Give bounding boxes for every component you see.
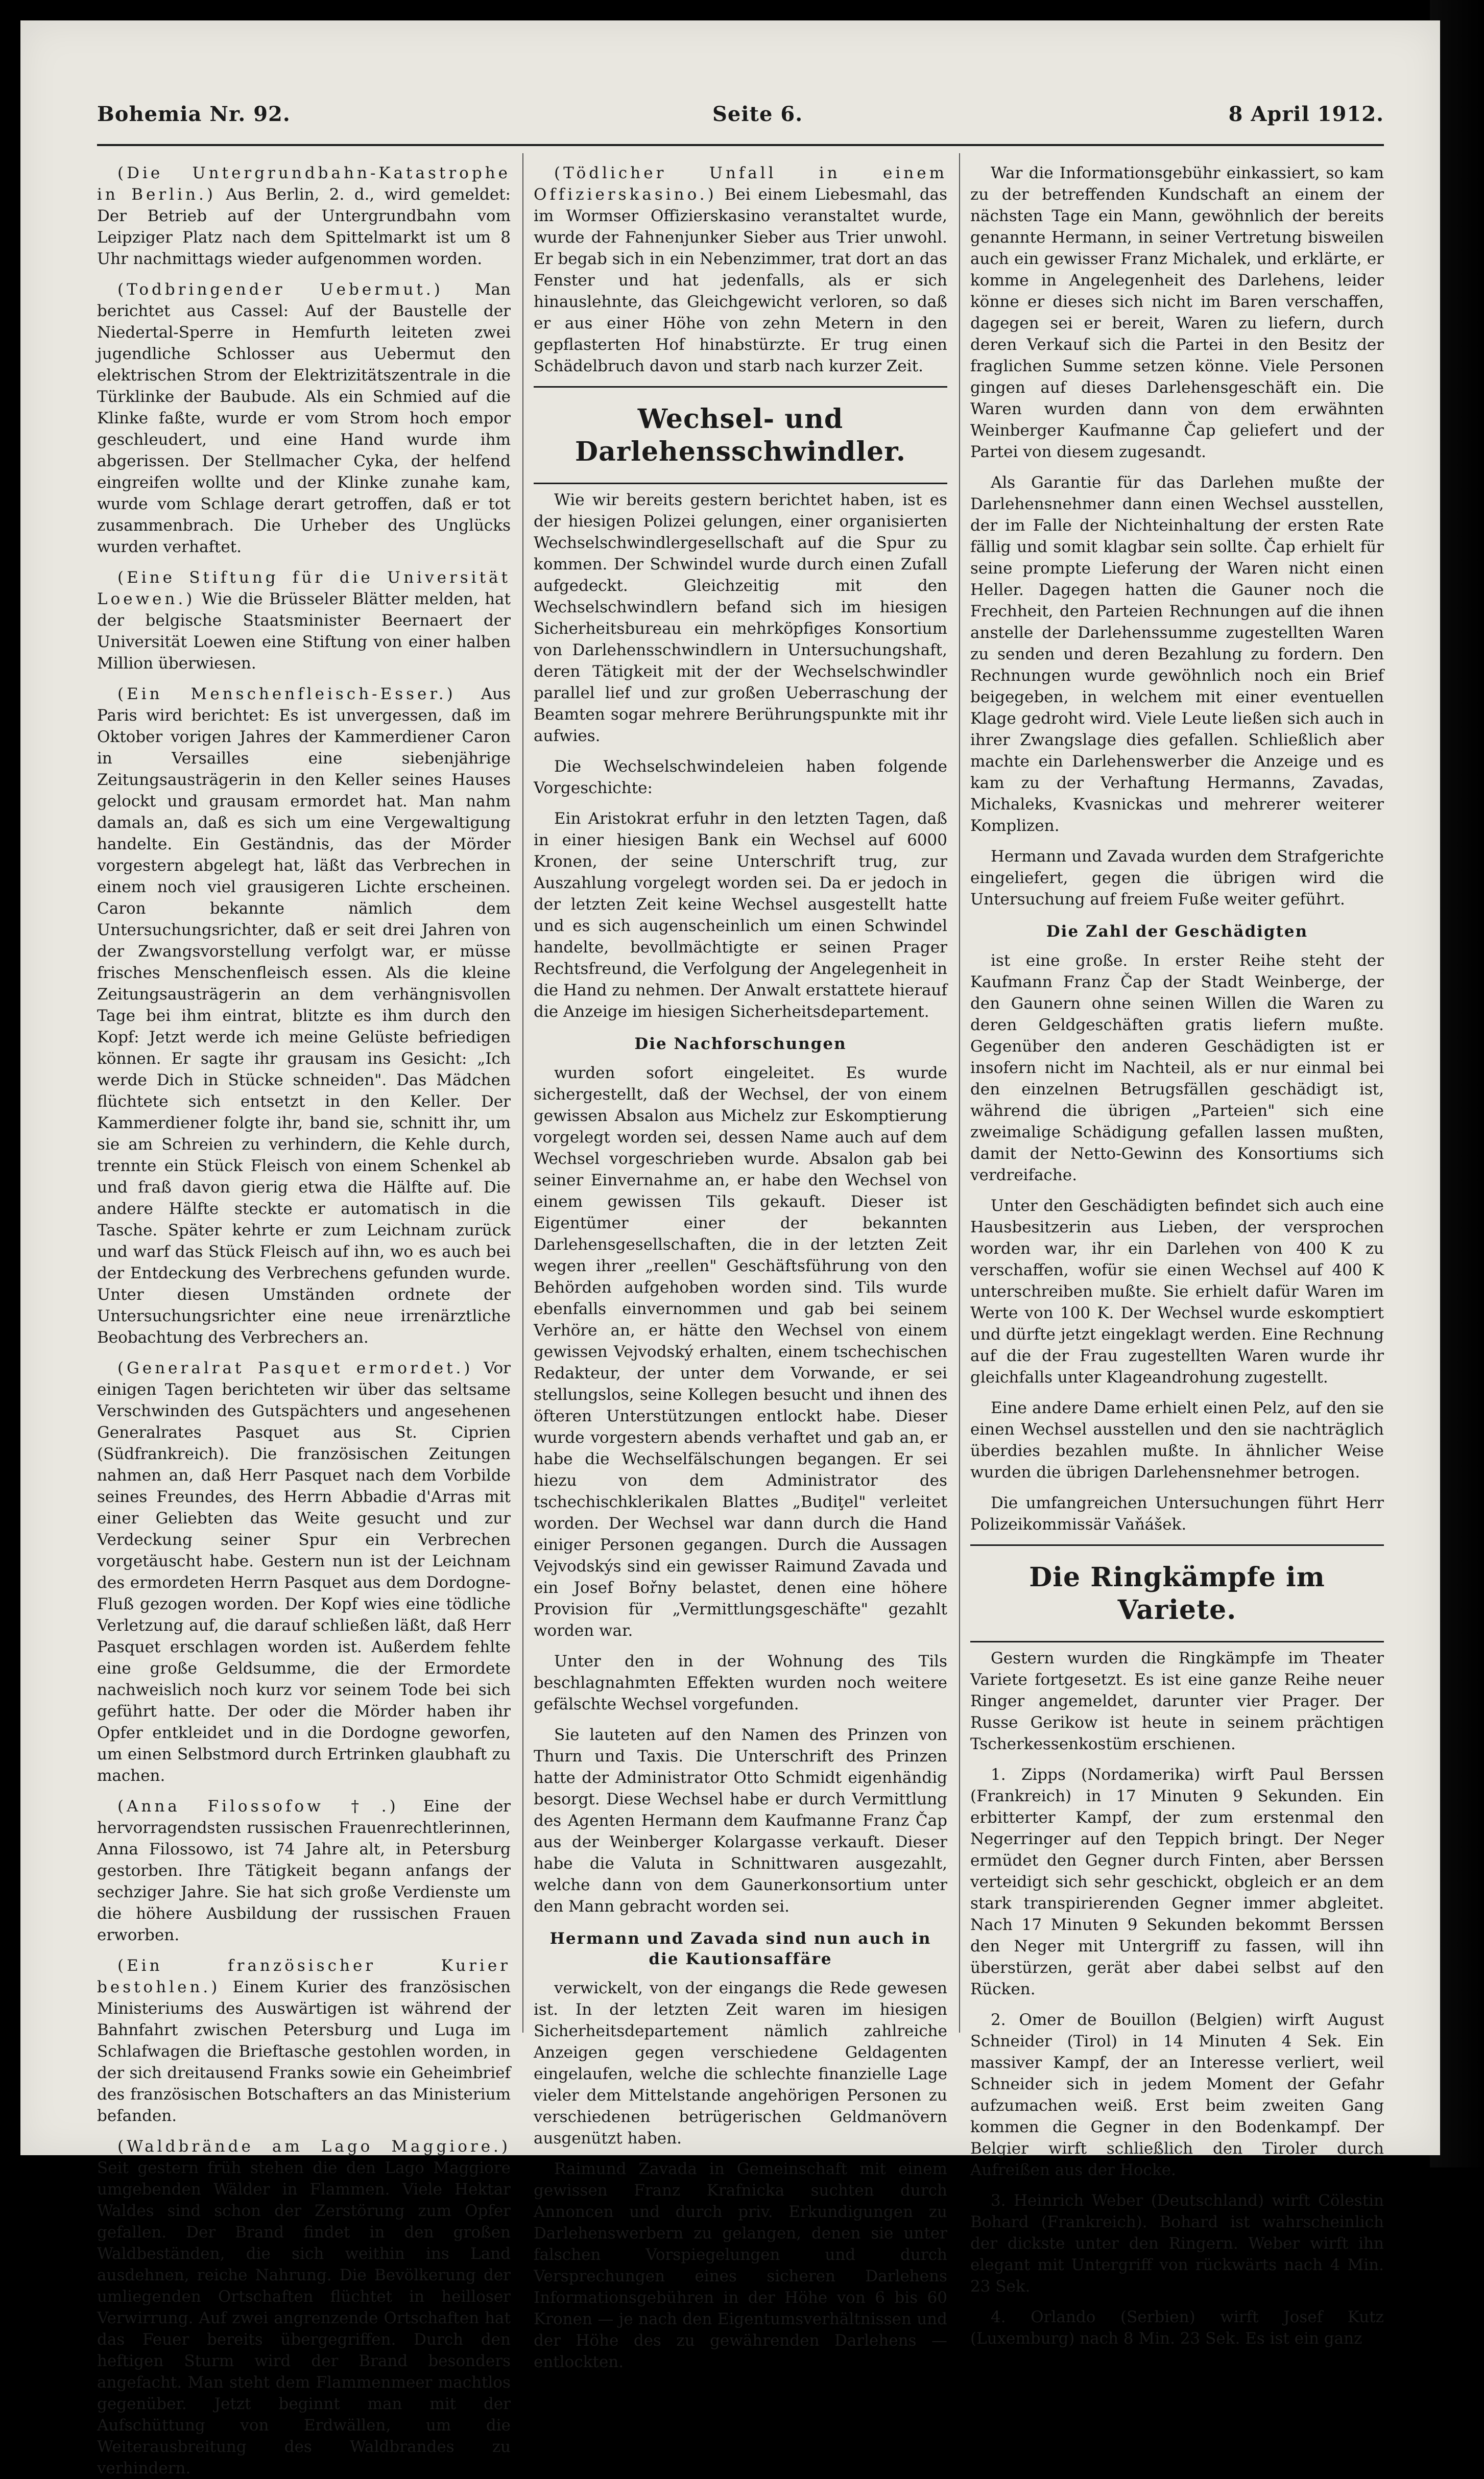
news-item	[534, 162, 947, 377]
article-paragraph: Raimund Zavada in Gemeinschaft mit einem gewissen Franz Krafnicka suchten durch Annoncen und durch priv. Erkundigungen zu Darlehenswerbern zu gelangen, denen sie unter falschen Vorspiegelungen und durch Versprechungen eines sicheren Darlehens Informationsgebühren in der Höhe von 6 bis 60 Kronen — je nach den Eigentumsverhältnissen und der Höhe des zu gewährenden Darlehens — entlockten.	[534, 2160, 947, 2371]
news-text: Aus Berlin, 2. d., wird gemeldet: Der Betrieb auf der Untergrundbahn vom Leipziger Platz nach dem Spittelmarkt ist um 8 Uhr nachmittags wieder aufgenommen worden.	[97, 185, 511, 268]
article-paragraph: verwickelt, von der eingangs die Rede gewesen ist. In der letzten Zeit waren im hiesigen Sicherheitsdepartement nämlich zahlreiche Anzeigen gegen verschiedene Geldagenten eingelaufen, welche die schlechte finanzielle Lage vieler dem Mittelstande angehörigen Personen zu verschiedenen betrügerischen Geldmanövern ausgenützt haben.	[534, 1979, 947, 2148]
article-paragraph: War die Informationsgebühr einkassiert, so kam zu der betreffenden Kundschaft an einem der nächsten Tage ein Mann, gewöhnlich der bereits genannte Hermann, in seiner Vertretung bisweilen auch ein gewisser Franz Michalek, und erklärte, er komme in Angelegenheit des Darlehens, leider könne er dieses sich nicht im Baren verschaffen, dagegen sei er bereit, Waren zu liefern, durch deren Verkauf sich die Partei in den Besitz der fraglichen Summe setzen könne. Viele Personen gingen auf dieses Darlehensgeschäft ein. Die Waren wurden dann von dem erwähnten Weinberger Kaufmanne Čap geliefert und der Partei von diesem zugesandt.	[970, 164, 1384, 461]
news-rubric: (Generalrat Pasquet ermordet.)	[117, 1359, 473, 1377]
news-text: Seit gestern früh stehen die den Lago Maggiore umgebenden Wälder in Flammen. Viele Hektar Waldes sind schon der Zerstörung zum Opfer gefallen. Der Brand findet in den großen Waldbeständen, die sich weithin ins Land ausdehnen, reiche Nahrung. Die Bevölkerung der umliegenden Ortschaften flüchtet in heilloser Verwirrung. Auf zwei angrenzende Ortschaften hat das Feuer bereits übergegriffen. Durch den heftigen Sturm wird der Brand besonders angefacht. Man steht dem Flammenmeer machtlos gegenüber. Jetzt beginnt man mit der Aufschüttung von Erdwällen, um die Weiterausbreitung des Waldbrandes zu verhindern.	[97, 2159, 511, 2477]
news-rubric: (Tödlicher Unfall in einem Offizierskasino.)	[534, 164, 947, 204]
column-divider	[959, 153, 960, 2033]
news-item	[97, 567, 511, 674]
header-rule	[97, 144, 1384, 146]
wrestling-result: 1. Zipps (Nordamerika) wirft Paul Berssen (Frankreich) in 17 Minuten 9 Sekunden. Ein erbitterter Kampf, der zum erstenmal den Negerringer auf den Teppich bringt. Der Neger ermüdet den Gegner durch Finten, aber Berssen verteidigt sich sehr geschickt, obgleich er an dem stark transpirierenden Gegner immer abgleitet. Nach 17 Minuten 9 Sekunden bekommt Berssen den Neger mit Untergriff zu fassen, will ihn überstürzen, gerät aber dabei selbst auf den Rücken.	[970, 1766, 1384, 1998]
article-paragraph: Die umfangreichen Untersuchungen führt Herr Polizeikommissär Vaňášek.	[970, 1494, 1384, 1534]
section-rule	[970, 1641, 1384, 1642]
wrestling-result: 3. Heinrich Weber (Deutschland) wirft Cölestin Bohard (Frankreich). Bohard ist wahrscheinlich der dickste unter den Ringern. Weber wirft ihn elegant mit Untergriff von rückwärts nach 4 Min. 23 Sek.	[970, 2191, 1384, 2296]
news-text: Aus Paris wird berichtet: Es ist unvergessen, daß im Oktober vorigen Jahres der Kammerdiener Caron in Versailles eine siebenjährige Zeitungsausträgerin in den Keller seines Hauses gelockt und grausam ermordet hat. Man nahm damals an, daß es sich um eine Vergewaltigung handelte. Ein Geständnis, das der Mörder vorgestern abgelegt hat, läßt das Verbrechen in einem noch viel grausigeren Lichte erscheinen. Caron bekannte nämlich dem Untersuchungsrichter, daß er seit drei Jahren von der Zwangsvorstellung verfolgt war, er müsse frisches Menschenfleisch essen. Als die kleine Zeitungsausträgerin an dem verhängnisvollen Tage bei ihm eintrat, blitzte es ihm durch den Kopf: Jetzt werde ich meine Gelüste befriedigen können. Er sagte ihr grausam ins Gesicht: „Ich werde Dich in Stücke schneiden". Das Mädchen flüchtete sich entsetzt in den Keller. Der Kammerdiener folgte ihr, band sie, schnitt ihr, um sie am Schreien zu verhindern, die Kehle durch, trennte ein Stück Fleisch von einem Schenkel ab und fraß davon gierig etwa die Hälfte auf. Die andere Hälfte steckte er automatisch in die Tasche. Später kehrte er zum Leichnam zurück und warf das Stück Fleisch auf ihn, wo es auch bei der Entdeckung des Verbrechens gefunden wurde. Unter diesen Umständen ordnete der Untersuchungsrichter eine neue irrenärztliche Beobachtung des Verbrechers an.	[97, 685, 511, 1347]
news-text: Wie die Brüsseler Blätter melden, hat der belgische Staatsminister Beernaert der Universität Loewen eine Stiftung von einer halben Million überwiesen.	[97, 590, 511, 673]
news-rubric: (Waldbrände am Lago Maggiore.)	[117, 2137, 511, 2156]
news-rubric: (Ein Menschenfleisch-Esser.)	[117, 685, 456, 703]
wrestling-result: 2. Omer de Bouillon (Belgien) wirft August Schneider (Tirol) in 14 Minuten 4 Sek. Ein massiver Kampf, der an Interesse verliert, weil Schneider sich in jedem Moment der Gefahr aufzumachen weiß. Erst beim zweiten Gang kommen die Gegner in den Bodenkampf. Der Belgier wirft schließlich den Tiroler durch Aufreißen aus der Hocke.	[970, 2011, 1384, 2179]
column-divider	[522, 153, 523, 2033]
article-paragraph: Als Garantie für das Darlehen mußte der Darlehensnehmer dann einen Wechsel ausstellen, der im Falle der Nichteinhaltung der ersten Rate fällig und somit klagbar sein sollte. Čap erhielt für seine prompte Lieferung der Waren nicht einen Heller. Dagegen hatten die Gauner noch die Frechheit, den Parteien Rechnungen auf die ihnen anstelle der Darlehenssumme zugestellten Waren zu senden und deren Bezahlung zu fordern. Den Rechnungen wurde gewöhnlich noch ein Brief beigegeben, in welchem mit einer eventuellen Klage gedroht wird. Viele Leute ließen sich auch in ihrer Zwangslage dies gefallen. Schließlich aber machte ein Darlehenswerber die Anzeige und es kam zu der Verhaftung Hermanns, Zavadas, Michaleks, Kvasnickas und mehrerer weiterer Komplizen.	[970, 473, 1384, 835]
article-paragraph: wurden sofort eingeleitet. Es wurde sichergestellt, daß der Wechsel, der von einem gewissen Absalon aus Michelz zur Eskomptierung vorgelegt worden sei, dessen Name auch auf dem Wechsel vorgeschrieben wurde. Absalon gab bei seiner Einvernahme an, er habe den Wechsel von einem gewissen Tils gekauft. Dieser ist Eigentümer einer der bekannten Darlehensgesellschaften, die in der letzten Zeit wegen ihrer „reellen" Geschäftsführung von den Behörden aufgehoben worden sind. Tils wurde ebenfalls einvernommen und gab bei seinem Verhöre an, er hätte den Wechsel von einem gewissen Vejvodský erhalten, einem tschechischen Redakteur, der unter dem Vorwande, er sei stellungslos, seine Kollegen besucht und ihnen des öfteren Unterstützungen entlockt habe. Dieser wurde vorgestern abends verhaftet und gab an, er habe die Wechselfälschungen begangen. Er sei hiezu von dem Administrator des tschechischklerikalen Blattes „Budiţel" verleitet worden. Der Wechsel war dann durch die Hand einiger Personen gegangen. Durch die Aussagen Vejvodskýs sind ein gewisser Raimund Zavada und ein Josef Bořny belastet, denen eine höhere Provision für „Vermittlungsgeschäfte" gezahlt worden war.	[534, 1064, 947, 1640]
article-paragraph: ist eine große. In erster Reihe steht der Kaufmann Franz Čap der Stadt Weinberge, der den Gaunern ohne seinen Willen die Waren zu deren Geldgeschäften gratis liefern mußte. Gegenüber den anderen Geschädigten ist er insofern nicht im Nachteil, als er nur einmal bei den einzelnen Betrugsfällen geschädigt ist, während die übrigen „Parteien" sich eine zweimalige Schädigung gefallen lassen mußten, damit der Netto-Gewinn des Konsortiums sich verdreifache.	[970, 951, 1384, 1184]
wrestling-result: 4. Orlando (Serbien) wirft Josef Kutz (Luxemburg) nach 8 Min. 23 Sek. Es ist ein ganz	[970, 2308, 1384, 2348]
news-item	[97, 162, 511, 270]
news-item	[97, 279, 511, 558]
section-rule	[534, 386, 947, 388]
section-rule	[534, 483, 947, 484]
news-text: Eine der hervorragendsten russischen Frauenrechtlerinnen, Anna Filossowo, ist 74 Jahre alt, in Petersburg gestorben. Ihre Tätigkeit begann anfangs der sechziger Jahre. Sie hat sich große Verdienste um die höhere Ausbildung der russischen Frauen erworben.	[97, 1797, 511, 1944]
article-paragraph: Gestern wurden die Ringkämpfe im Theater Variete fortgesetzt. Es ist eine ganze Reihe neuer Ringer angemeldet, darunter vier Prager. Der Russe Gerikow ist heute in seinem prächtigen Tscherkessenkostüm erschienen.	[970, 1649, 1384, 1753]
column-3	[970, 162, 1384, 2348]
column-1	[97, 162, 511, 2477]
news-item	[97, 683, 511, 1348]
news-item	[97, 1357, 511, 1786]
article-paragraph: Eine andere Dame erhielt einen Pelz, auf den sie einen Wechsel ausstellen und den sie nachträglich überdies bezahlen mußte. In ähnlicher Weise wurden die übrigen Darlehensnehmer betrogen.	[970, 1399, 1384, 1482]
section-rule	[970, 1544, 1384, 1546]
news-item	[97, 1955, 511, 2127]
article-paragraph: Hermann und Zavada wurden dem Strafgerichte eingeliefert, gegen die übrigen wird die Untersuchung auf freiem Fuße weiter geführt.	[970, 847, 1384, 909]
column-2	[534, 162, 947, 2371]
article-paragraph: Ein Aristokrat erfuhr in den letzten Tagen, daß in einer hiesigen Bank ein Wechsel auf 6000 Kronen, der seine Unterschrift trug, zur Auszahlung vorgelegt worden sei. Da er jedoch in der letzten Zeit keine Wechsel ausgestellt hatte und es sich augenscheinlich um einen Schwindel handelte, bevollmächtigte er seinen Prager Rechtsfreund, die Verfolgung der Angelegenheit in die Hand zu nehmen. Der Anwalt erstattete hierauf die Anzeige im hiesigen Sicherheitsdepartement.	[534, 809, 947, 1021]
article-subheading: Die Nachforschungen	[634, 1035, 847, 1053]
issue-date: 8 April 1912.	[1228, 102, 1384, 126]
article-subheading: Die Zahl der Geschädigten	[1046, 922, 1308, 941]
news-item	[97, 2136, 511, 2479]
news-text: Einem Kurier des französischen Ministeriums des Auswärtigen ist während der Bahnfahrt zwischen Petersburg und Luga im Schlafwagen die Brieftasche gestohlen worden, in der sich dreitausend Franks sowie ein Geheimbrief des französischen Botschafters an das Ministerium befanden.	[97, 1978, 511, 2125]
article-paragraph: Unter den in der Wohnung des Tils beschlagnahmten Effekten wurden noch weitere gefälschte Wechsel vorgefunden.	[534, 1652, 947, 1713]
news-item	[97, 1796, 511, 1946]
news-rubric: (Ein französischer Kurier bestohlen.)	[97, 1957, 511, 1996]
article-paragraph: Wie wir bereits gestern berichtet haben, ist es der hiesigen Polizei gelungen, einer organisierten Wechselschwindlergesellschaft auf die Spur zu kommen. Der Schwindel wurde durch einen Zufall aufgedeckt. Gleichzeitig mit den Wechselschwindlern befand sich im hiesigen Sicherheitsbureau ein mehrköpfiges Konsortium von Darlehensschwindlern in Untersuchungshaft, deren Tätigkeit mit der der Wechselschwindler parallel lief und zur großen Ueberraschung der Beamten sogar mehrere Berührungspunkte mit ihr aufwies.	[534, 491, 947, 745]
news-text: Man berichtet aus Cassel: Auf der Baustelle der Niedertal-Sperre in Hemfurth leiteten zwei jugendliche Schlosser aus Uebermut den elektrischen Strom der Elektrizitätszentrale in die Türklinke der Baubude. Als ein Schmied auf die Klinke faßte, wurde er vom Strom hoch empor geschleudert, und eine Hand wurde ihm abgerissen. Der Stellmacher Cyka, der helfend eingreifen wollte und der Klinke zunahe kam, wurde vom Schlage derart getroffen, daß er tot zusammenbrach. Die Urheber des Unglücks wurden verhaftet.	[97, 280, 511, 556]
article-paragraph: Sie lauteten auf den Namen des Prinzen von Thurn und Taxis. Die Unterschrift des Prinzen hatte der Administrator Otto Schmidt eigenhändig besorgt. Diese Wechsel habe er durch Vermittlung des Agenten Hermann dem Kaufmanne Franz Čap aus der Weinberger Kolargasse verkauft. Dieser habe die Valuta in Schnittwaren ausgezahlt, welche dann von dem Gaunerkonsortium unter den Mann gebracht worden sei.	[534, 1726, 947, 1916]
article-subheading: Hermann und Zavada sind nun auch in die Kautionsaffäre	[549, 1929, 931, 1968]
page-header	[97, 102, 1384, 133]
news-text: Bei einem Liebesmahl, das im Wormser Offizierskasino veranstaltet wurde, wurde der Fahnenjunker Sieber aus Trier unwohl. Er begab sich in ein Nebenzimmer, trat dort an das Fenster und hat jedenfalls, als er sich hinauslehnte, das Gleichgewicht verloren, so daß er aus einer Höhe von zehn Metern in den gepflasterten Hof hinabstürzte. Er trug einen Schädelbruch davon und starb nach kurzer Zeit.	[534, 185, 947, 375]
news-rubric: (Eine Stiftung für die Universität Loewen.)	[97, 568, 511, 608]
article-paragraph: Unter den Geschädigten befindet sich auch eine Hausbesitzerin aus Lieben, der versprochen worden war, ihr ein Darlehen von 400 K zu verschaffen, wofür sie einen Wechsel auf 400 K unterschreiben mußte. Sie erhielt dafür Waren im Werte von 100 K. Der Wechsel wurde eskomptiert und dürfte jetzt eingeklagt werden. Eine Rechnung auf die der Frau zugestellten Waren wurde ihr gleichfalls unter Klageandrohung zugestellt.	[970, 1197, 1384, 1387]
news-rubric: (Anna Filossofow †.)	[117, 1797, 399, 1816]
article-title-wechsel: Wechsel- und Darlehensschwindler.	[575, 403, 906, 467]
article-title-ringkaempfe: Die Ringkämpfe im Variete.	[1029, 1562, 1325, 1626]
page-number: Seite 6.	[712, 102, 803, 126]
masthead-issue: Bohemia Nr. 92.	[97, 102, 291, 126]
news-text: Vor einigen Tagen berichteten wir über das seltsame Verschwinden des Gutspächters und angesehenen Generalrates Pasquet aus St. Ciprien (Südfrankreich). Die französischen Zeitungen nahmen an, daß Herr Pasquet nach dem Vorbilde seines Freundes, des Herrn Abbadie d'Arras mit einer Geliebten das Weite gesucht und zur Verdeckung seiner Spur ein Verbrechen vorgetäuscht habe. Gestern nun ist der Leichnam des ermordeten Herrn Pasquet aus dem Dordogne-Fluß gezogen worden. Der Kopf wies eine tödliche Verletzung auf, die darauf schließen läßt, daß Herr Pasquet erschlagen worden ist. Außerdem fehlte eine große Geldsumme, die der Ermordete nachweislich noch kurz vor seinem Tode bei sich geführt hatte. Der oder die Mörder haben ihr Opfer entkleidet und in die Dordogne geworfen, um einen Selbstmord durch Ertrinken glaubhaft zu machen.	[97, 1359, 511, 1785]
article-paragraph: Die Wechselschwindeleien haben folgende Vorgeschichte:	[534, 757, 947, 797]
news-rubric: (Die Untergrundbahn-Katastrophe in Berlin.)	[97, 164, 511, 204]
news-rubric: (Todbringender Uebermut.)	[117, 280, 443, 299]
